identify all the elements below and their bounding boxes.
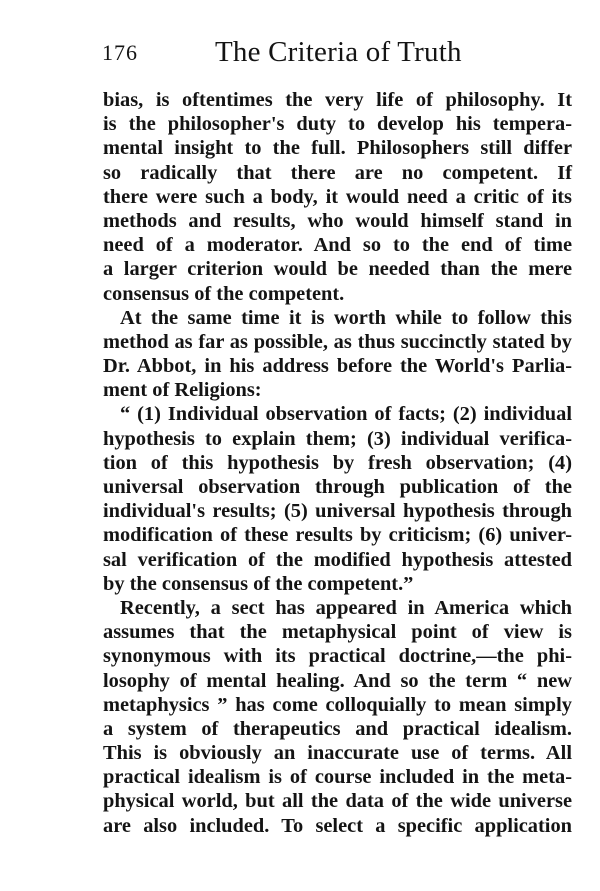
- text-line: bias, is oftentimes the very life of philosophy. It: [103, 89, 572, 111]
- text-line: This is obviously an inaccurate use of terms. All: [103, 742, 572, 765]
- text-line: mental insight to the full. Philosophers still differ: [103, 137, 572, 160]
- text-line: practical idealism is of course included in the meta-: [103, 766, 572, 789]
- page-header: [102, 36, 572, 70]
- text-line: hypothesis to explain them; (3) individual verifica-: [103, 427, 572, 450]
- text-line: methods and results, who would himself stand in: [103, 209, 572, 232]
- text-line: method as far as possible, as thus succinctly stated by: [103, 330, 572, 353]
- body-text: [103, 88, 572, 838]
- text-line: Dr. Abbot, in his address before the World's Parlia-: [103, 355, 572, 378]
- text-line: so radically that there are no competent. If: [103, 161, 572, 184]
- text-line: physical world, but all the data of the wide universe: [103, 790, 572, 813]
- paragraph: [103, 88, 572, 306]
- text-line: assumes that the metaphysical point of view is: [103, 621, 572, 644]
- text-line: modification of these results by criticism; (6) univer-: [103, 524, 572, 547]
- text-line: universal observation through publication of the: [103, 476, 572, 498]
- paragraph: [103, 306, 572, 403]
- text-line: synonymous with its practical doctrine,—the phi-: [103, 645, 572, 668]
- page-number: 176: [102, 40, 138, 65]
- text-line: consensus of the competent.: [103, 282, 345, 305]
- text-line: sal verification of the modified hypothesis attested: [103, 548, 572, 571]
- text-line: there were such a body, it would need a critic of its: [103, 185, 572, 208]
- text-line: tion of this hypothesis by fresh observation; (4): [103, 451, 572, 474]
- text-line: are also included. To select a specific application: [103, 814, 572, 837]
- text-line: Recently, a sect has appeared in America which: [120, 596, 572, 619]
- running-title: The Criteria of Truth: [215, 36, 462, 68]
- text-line: a larger criterion would be needed than the mere: [103, 258, 572, 281]
- text-line: losophy of mental healing. And so the term “ new: [103, 669, 572, 692]
- text-line: “ (1) Individual observation of facts; (2) individual: [120, 403, 572, 426]
- text-line: by the consensus of the competent.”: [103, 572, 414, 595]
- text-line: ment of Religions:: [103, 379, 262, 402]
- text-line: a system of therapeutics and practical idealism.: [103, 717, 572, 740]
- text-line: need of a moderator. And so to the end of time: [103, 234, 572, 257]
- paragraph: [103, 402, 572, 596]
- text-line: is the philosopher's duty to develop his tempera-: [103, 113, 572, 136]
- text-line: individual's results; (5) universal hypothesis through: [103, 500, 572, 523]
- text-line: At the same time it is worth while to follow this: [120, 306, 572, 329]
- text-line: metaphysics ” has come colloquially to mean simply: [103, 693, 572, 716]
- paragraph: [103, 596, 572, 838]
